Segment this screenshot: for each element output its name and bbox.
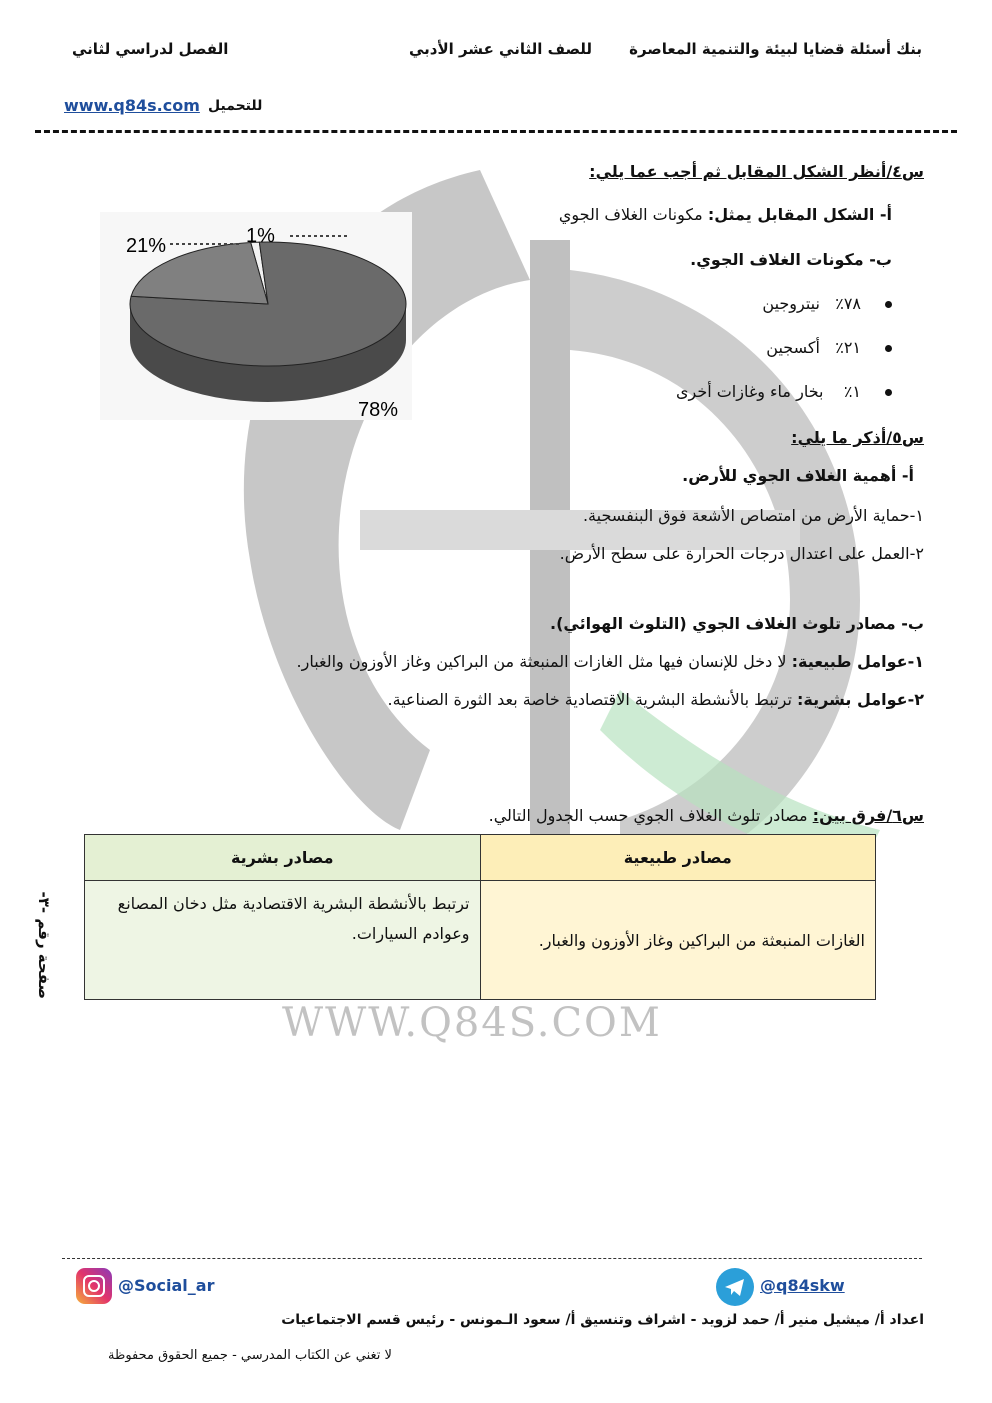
comparison-table — [84, 834, 876, 1000]
download-label: للتحميل — [208, 98, 263, 114]
telegram-handle[interactable]: @q84skw — [760, 1276, 845, 1295]
list-item — [762, 294, 892, 313]
bullet-icon — [885, 389, 892, 396]
q6-title — [489, 806, 924, 825]
pie-chart — [100, 212, 412, 420]
instagram-icon[interactable] — [76, 1268, 112, 1304]
telegram-icon[interactable] — [716, 1268, 754, 1306]
list-item: ٢-العمل على اعتدال درجات الحرارة على سطح الأرض. — [559, 544, 924, 563]
instagram-handle[interactable]: @Social_ar — [118, 1276, 215, 1295]
q4-title: س٤/أنظر الشكل المقابل ثم أجب عما يلي: — [589, 162, 924, 181]
item-text: لا دخل للإنسان فيها مثل الغازات المنبعثة من البراكين وغاز الأوزون والغبار. — [296, 652, 787, 671]
list-item — [388, 690, 925, 709]
site-link[interactable]: www.q84s.com — [64, 96, 200, 115]
item-percent: ٢١٪ — [835, 338, 861, 357]
table-header-human: مصادر بشرية — [85, 835, 481, 881]
list-item — [297, 652, 925, 671]
semester-label: الفصل لدراسي لثاني — [72, 40, 229, 58]
q6-title-prefix: س٦/فرق بين: — [812, 806, 924, 825]
item-name: أكسجين — [766, 338, 820, 357]
list-item: ١-حماية الأرض من امتصاص الأشعة فوق البنفسجية. — [582, 506, 924, 525]
credits: اعداد أ/ ميشيل منير أ/ حمد لزويد - اشراف وتنسيق أ/ سعود الـمونس - رئيس قسم الاجتماعيات — [281, 1312, 924, 1328]
pie-label-oxygen: 21% — [126, 235, 167, 257]
list-item — [676, 382, 892, 401]
item-name: نيتروجين — [762, 294, 820, 313]
item-name: بخار ماء وغازات أخرى — [675, 382, 824, 401]
item-label: ١-عوامل طبيعية: — [791, 652, 924, 671]
pie-label-nitrogen: 78% — [358, 399, 399, 420]
q5-b-label: ب- مصادر تلوث الغلاف الجوي (التلوث الهوائي). — [550, 614, 924, 633]
header-divider — [35, 130, 957, 133]
bullet-icon — [885, 301, 892, 308]
footer-divider — [62, 1258, 922, 1259]
table-cell-natural: الغازات المنبعثة من البراكين وغاز الأوزون والغبار. — [480, 881, 876, 1000]
grade-label: للصف الثاني عشر الأدبي — [408, 40, 592, 58]
item-percent: ٧٨٪ — [835, 294, 861, 313]
watermark-text: WWW.Q84S.COM — [282, 1000, 662, 1046]
table-cell-human: ترتبط بالأنشطة البشرية الاقتصادية مثل دخان المصانع وعوادم السيارات. — [85, 881, 481, 1000]
pie-chart-figure — [100, 212, 412, 420]
pie-label-other: 1% — [246, 225, 275, 247]
q4-a-answer: مكونات الغلاف الجوي — [558, 205, 703, 224]
q5-title: س٥/أذكر ما يلي: — [791, 428, 924, 447]
page-number — [24, 880, 64, 1010]
q6-title-rest: مصادر تلوث الغلاف الجوي حسب الجدول التالي. — [488, 806, 808, 825]
q4-b-label: ب- مكونات الغلاف الجوي. — [690, 250, 892, 269]
page-number-text: صفحة رقم -٣- — [35, 891, 53, 999]
item-label: ٢-عوامل بشرية: — [797, 690, 924, 709]
q4-a-label: أ- الشكل المقابل يمثل: — [707, 205, 892, 224]
q5-a-label: أ- أهمية الغلاف الجوي للأرض. — [682, 466, 914, 485]
item-percent: ١٪ — [843, 382, 861, 401]
q4-a — [559, 205, 892, 224]
bullet-icon — [885, 345, 892, 352]
list-item — [766, 338, 892, 357]
bank-title: بنك أسئلة قضايا لبيئة والتنمية المعاصرة — [629, 40, 922, 58]
item-text: ترتبط بالأنشطة البشرية الاقتصادية خاصة بعد الثورة الصناعية. — [387, 690, 792, 709]
table-header-natural: مصادر طبيعية — [480, 835, 876, 881]
rights: لا تغني عن الكتاب المدرسي - جميع الحقوق محفوظة — [108, 1348, 392, 1363]
